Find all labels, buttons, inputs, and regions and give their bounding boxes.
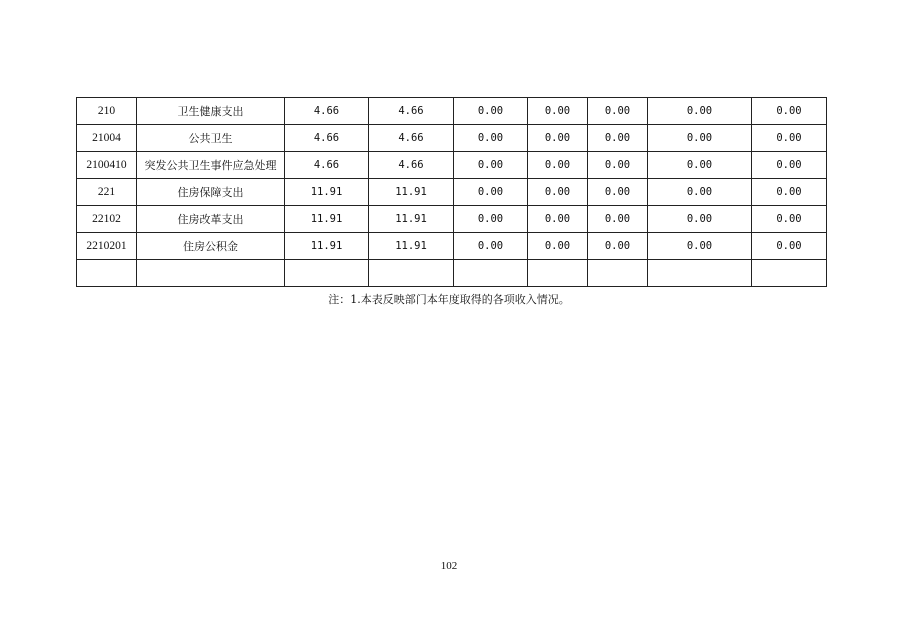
amount-cell: 0.00	[588, 206, 648, 233]
subject-name-cell: 住房保障支出	[137, 179, 285, 206]
amount-cell: 0.00	[454, 206, 528, 233]
subject-code-cell: 2210201	[77, 233, 137, 260]
subject-name-cell	[137, 260, 285, 287]
subject-name-cell: 住房公积金	[137, 233, 285, 260]
amount-cell: 0.00	[528, 233, 588, 260]
amount-cell	[752, 260, 827, 287]
table-row	[77, 260, 827, 287]
table-row	[77, 206, 827, 233]
income-table-body	[77, 98, 827, 287]
amount-cell: 0.00	[454, 125, 528, 152]
table-row	[77, 233, 827, 260]
amount-cell: 0.00	[648, 98, 752, 125]
subject-code-cell: 21004	[77, 125, 137, 152]
amount-cell: 4.66	[285, 98, 369, 125]
amount-cell: 0.00	[752, 125, 827, 152]
amount-cell: 0.00	[588, 98, 648, 125]
amount-cell: 0.00	[454, 233, 528, 260]
amount-cell: 4.66	[369, 98, 454, 125]
amount-cell	[528, 260, 588, 287]
amount-cell: 0.00	[752, 98, 827, 125]
amount-cell: 0.00	[528, 206, 588, 233]
subject-name-cell: 突发公共卫生事件应急处理	[137, 152, 285, 179]
amount-cell: 0.00	[648, 206, 752, 233]
amount-cell: 4.66	[369, 152, 454, 179]
amount-cell: 11.91	[285, 233, 369, 260]
amount-cell: 0.00	[648, 125, 752, 152]
table-row	[77, 125, 827, 152]
amount-cell: 0.00	[454, 98, 528, 125]
amount-cell	[369, 260, 454, 287]
amount-cell: 0.00	[648, 152, 752, 179]
amount-cell: 0.00	[454, 152, 528, 179]
amount-cell	[588, 260, 648, 287]
table-row	[77, 98, 827, 125]
amount-cell: 0.00	[588, 179, 648, 206]
amount-cell: 11.91	[285, 206, 369, 233]
amount-cell: 0.00	[528, 98, 588, 125]
page-number: 102	[440, 560, 458, 572]
subject-code-cell: 221	[77, 179, 137, 206]
amount-cell: 4.66	[369, 125, 454, 152]
subject-code-cell	[77, 260, 137, 287]
amount-cell: 0.00	[528, 152, 588, 179]
amount-cell: 0.00	[752, 152, 827, 179]
table-row	[77, 152, 827, 179]
amount-cell: 11.91	[369, 179, 454, 206]
amount-cell: 11.91	[285, 179, 369, 206]
amount-cell: 0.00	[588, 152, 648, 179]
amount-cell	[454, 260, 528, 287]
amount-cell: 0.00	[528, 179, 588, 206]
subject-code-cell: 2100410	[77, 152, 137, 179]
subject-code-cell: 210	[77, 98, 137, 125]
amount-cell: 11.91	[369, 233, 454, 260]
table-row	[77, 179, 827, 206]
amount-cell: 4.66	[285, 152, 369, 179]
subject-name-cell: 公共卫生	[137, 125, 285, 152]
amount-cell: 0.00	[752, 233, 827, 260]
amount-cell: 0.00	[454, 179, 528, 206]
subject-name-cell: 卫生健康支出	[137, 98, 285, 125]
amount-cell: 0.00	[648, 233, 752, 260]
amount-cell	[285, 260, 369, 287]
amount-cell: 11.91	[369, 206, 454, 233]
amount-cell: 0.00	[588, 233, 648, 260]
amount-cell: 4.66	[285, 125, 369, 152]
amount-cell: 0.00	[588, 125, 648, 152]
income-table	[76, 97, 827, 287]
amount-cell: 0.00	[752, 179, 827, 206]
amount-cell: 0.00	[648, 179, 752, 206]
table-note: 注：1.本表反映部门本年度取得的各项收入情况。	[328, 293, 570, 306]
amount-cell	[648, 260, 752, 287]
subject-name-cell: 住房改革支出	[137, 206, 285, 233]
amount-cell: 0.00	[528, 125, 588, 152]
subject-code-cell: 22102	[77, 206, 137, 233]
amount-cell: 0.00	[752, 206, 827, 233]
